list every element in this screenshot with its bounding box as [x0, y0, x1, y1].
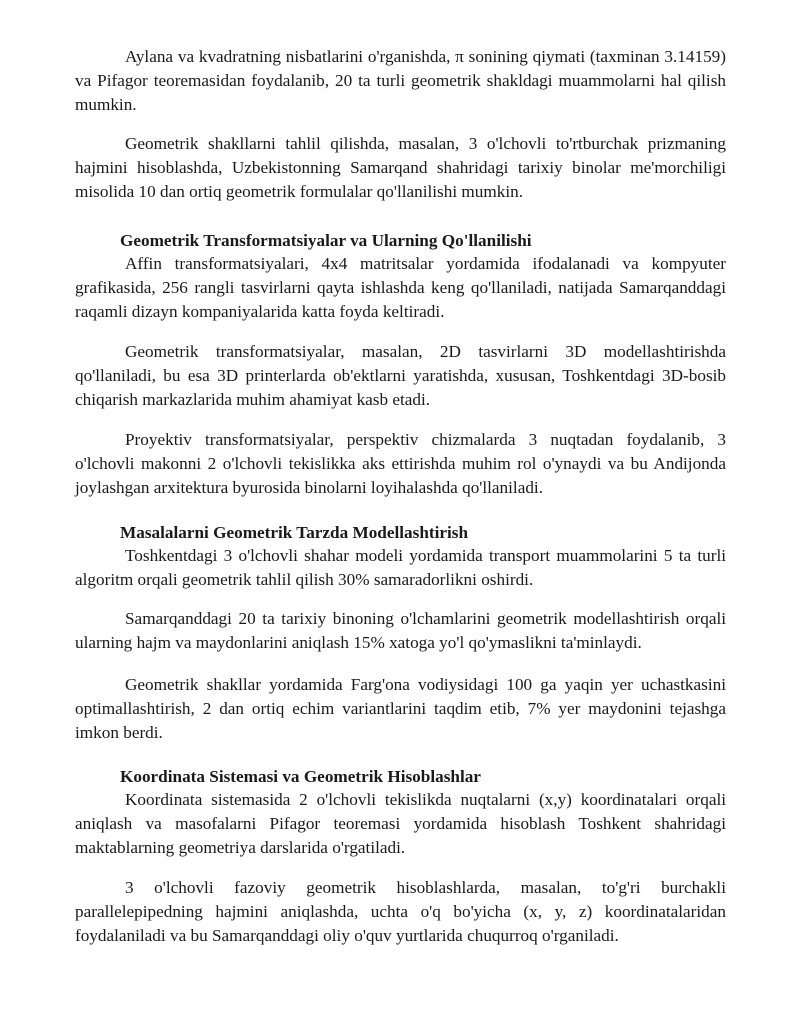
- heading-coordinates: Koordinata Sistemasi va Geometrik Hisoblashlar: [120, 767, 481, 786]
- paragraph-historic-buildings: Samarqanddagi 20 ta tarixiy binoning o'lchamlarini geometrik modellashtirish orqali ularning hajm va maydonlarini aniqlash 15% xatoga yo'l qo'ymaslikni ta'minlaydi.: [75, 609, 726, 653]
- paragraph-land-optimization: Geometrik shakllar yordamida Farg'ona vodiysidagi 100 ga yaqin yer uchastkasini optimallashtirish, 2 dan ortiq echim variantlarini taqdim etib, 7% yer maydonini tejashga imkon berdi.: [75, 675, 726, 743]
- heading-modelling: Masalalarni Geometrik Tarzda Modellashtirish: [120, 523, 469, 542]
- paragraph-3d-coordinates: 3 o'lchovli fazoviy geometrik hisoblashlarda, masalan, to'g'ri burchakli parallelepipedning hajmini aniqlashda, uchta o'q bo'yicha (x, y, z) koordinatalaridan foydalaniladi va bu Samarqanddagi oliy o'quv yurtlarida chuqurroq o'rganiladi.: [75, 878, 726, 946]
- paragraph-2d-3d: Geometrik transformatsiyalar, masalan, 2D tasvirlarni 3D modellashtirishda qo'llaniladi, bu esa 3D printerlarda ob'ektlarni yaratishda, xususan, Toshkentdagi 3D-bosib chiqarish markazlarida muhim ahamiyat kasb etadi.: [75, 342, 726, 410]
- paragraph-projective: Proyektiv transformatsiyalar, perspektiv chizmalarda 3 nuqtadan foydalanib, 3 o'lchovli makonni 2 o'lchovli tekislikka aks ettirishda muhim rol o'ynaydi va bu Andijonda joylashgan arxitektura byurosida binolarni loyihalashda qo'llaniladi.: [75, 430, 726, 498]
- paragraph-pi-pythagoras: Aylana va kvadratning nisbatlarini o'rganishda, π sonining qiymati (taxminan 3.14159) va Pifagor teoremasidan foydalanib, 20 ta turli geometrik shakldagi muammolarni hal qilish mumkin.: [75, 47, 726, 115]
- paragraph-2d-coordinates: Koordinata sistemasida 2 o'lchovli tekislikda nuqtalarni (x,y) koordinatalari orqali aniqlash va masofalarni Pifagor teoremasi yordamida hisoblash Toshkent shahridagi maktablarning geometriya darslarida o'rgatiladi.: [75, 790, 726, 858]
- heading-transformations: Geometrik Transformatsiyalar va Ularning Qo'llanilishi: [120, 231, 532, 250]
- paragraph-transport-model: Toshkentdagi 3 o'lchovli shahar modeli yordamida transport muammolarini 5 ta turli algoritm orqali geometrik tahlil qilish 30% samaradorlikni oshirdi.: [75, 546, 726, 590]
- paragraph-shape-analysis: Geometrik shakllarni tahlil qilishda, masalan, 3 o'lchovli to'rtburchak prizmaning hajmini hisoblashda, Uzbekistonning Samarqand shahridagi tarixiy binolar me'morchiligi misolida 10 dan ortiq geometrik formulalar qo'llanilishi mumkin.: [75, 134, 726, 202]
- paragraph-affine: Affin transformatsiyalari, 4x4 matritsalar yordamida ifodalanadi va kompyuter grafikasida, 256 rangli tasvirlarni qayta ishlashda keng qo'llaniladi, natijada Samarqanddagi raqamli dizayn kompaniyalarida katta foyda keltiradi.: [75, 254, 726, 322]
